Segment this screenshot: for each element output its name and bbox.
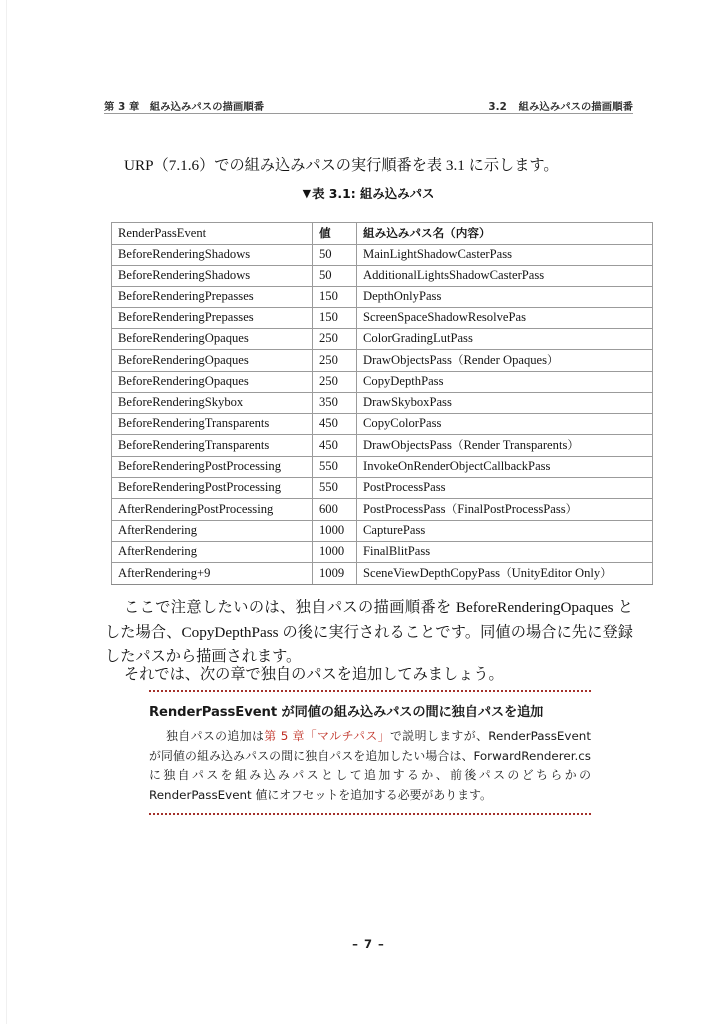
cell-value: 50 bbox=[313, 245, 357, 266]
callout-body-before-link: 独自パスの追加は bbox=[166, 729, 265, 743]
cell-pass-name: DepthOnlyPass bbox=[357, 287, 653, 308]
cell-value: 450 bbox=[313, 435, 357, 457]
table-row bbox=[112, 393, 653, 414]
builtin-pass-table bbox=[111, 222, 653, 585]
cell-render-pass-event: BeforeRenderingShadows bbox=[112, 266, 313, 287]
cell-pass-name: CopyColorPass bbox=[357, 414, 653, 435]
cell-pass-name: PostProcessPass（FinalPostProcessPass） bbox=[357, 499, 653, 521]
cell-pass-name: ColorGradingLutPass bbox=[357, 329, 653, 350]
table-head bbox=[112, 223, 653, 245]
cell-render-pass-event: BeforeRenderingSkybox bbox=[112, 393, 313, 414]
callout-body bbox=[149, 727, 591, 805]
cell-render-pass-event: BeforeRenderingPostProcessing bbox=[112, 478, 313, 499]
cell-value: 1009 bbox=[313, 563, 357, 585]
table-row bbox=[112, 521, 653, 542]
table-caption-text: 表 3.1: 組み込みパス bbox=[312, 186, 435, 201]
page-number: – 7 – bbox=[352, 937, 385, 951]
table-row bbox=[112, 308, 653, 329]
cell-render-pass-event: BeforeRenderingPostProcessing bbox=[112, 457, 313, 478]
page-sheet bbox=[7, 0, 723, 1024]
running-head-section-number: 3.2 bbox=[488, 101, 507, 113]
cell-render-pass-event: AfterRendering bbox=[112, 521, 313, 542]
cell-render-pass-event: BeforeRenderingTransparents bbox=[112, 414, 313, 435]
callout-title: RenderPassEvent が同値の組み込みパスの間に独自パスを追加 bbox=[149, 705, 544, 720]
cell-pass-name: DrawSkyboxPass bbox=[357, 393, 653, 414]
caption-triangle-icon: ▼ bbox=[302, 187, 312, 200]
cell-pass-name: CopyDepthPass bbox=[357, 372, 653, 393]
cell-value: 250 bbox=[313, 329, 357, 350]
table-row bbox=[112, 457, 653, 478]
table-row bbox=[112, 499, 653, 521]
table-row bbox=[112, 287, 653, 308]
cell-value: 1000 bbox=[313, 521, 357, 542]
cell-render-pass-event: BeforeRenderingOpaques bbox=[112, 372, 313, 393]
cell-render-pass-event: BeforeRenderingTransparents bbox=[112, 435, 313, 457]
cell-value: 250 bbox=[313, 372, 357, 393]
cell-render-pass-event: BeforeRenderingShadows bbox=[112, 245, 313, 266]
cell-pass-name: DrawObjectsPass（Render Transparents） bbox=[357, 435, 653, 457]
table-row bbox=[112, 435, 653, 457]
running-head bbox=[104, 98, 633, 113]
table-row bbox=[112, 350, 653, 372]
running-head-rule bbox=[104, 113, 633, 114]
cell-render-pass-event: AfterRenderingPostProcessing bbox=[112, 499, 313, 521]
cell-render-pass-event: AfterRendering+9 bbox=[112, 563, 313, 585]
cell-render-pass-event: BeforeRenderingOpaques bbox=[112, 350, 313, 372]
cell-render-pass-event: BeforeRenderingPrepasses bbox=[112, 287, 313, 308]
cell-pass-name: MainLightShadowCasterPass bbox=[357, 245, 653, 266]
cell-value: 600 bbox=[313, 499, 357, 521]
cell-pass-name: DrawObjectsPass（Render Opaques） bbox=[357, 350, 653, 372]
running-head-section bbox=[488, 98, 633, 113]
cell-value: 350 bbox=[313, 393, 357, 414]
cell-value: 550 bbox=[313, 478, 357, 499]
cell-value: 50 bbox=[313, 266, 357, 287]
table-body bbox=[112, 245, 653, 585]
table-row bbox=[112, 563, 653, 585]
cell-render-pass-event: BeforeRenderingPrepasses bbox=[112, 308, 313, 329]
cell-value: 550 bbox=[313, 457, 357, 478]
column-header-value: 値 bbox=[313, 223, 357, 245]
callout-box bbox=[149, 690, 591, 815]
intro-paragraph: URP（7.1.6）での組み込みパスの実行順番を表 3.1 に示します。 bbox=[124, 157, 559, 175]
table-row bbox=[112, 542, 653, 563]
column-header-event: RenderPassEvent bbox=[112, 223, 313, 245]
note-paragraph-1: ここで注意したいのは、独自パスの描画順番を BeforeRenderingOpaques とした場合、CopyDepthPass の後に実行されることです。同値の場合に先に登録したパスから描画されます。 bbox=[105, 599, 633, 666]
table-caption bbox=[104, 184, 633, 202]
cell-value: 150 bbox=[313, 287, 357, 308]
cell-value: 250 bbox=[313, 350, 357, 372]
cell-pass-name: InvokeOnRenderObjectCallbackPass bbox=[357, 457, 653, 478]
cell-pass-name: AdditionalLightsShadowCasterPass bbox=[357, 266, 653, 287]
cell-render-pass-event: BeforeRenderingOpaques bbox=[112, 329, 313, 350]
cell-value: 450 bbox=[313, 414, 357, 435]
running-head-chapter: 第 3 章 組み込みパスの描画順番 bbox=[104, 101, 265, 113]
cell-pass-name: CapturePass bbox=[357, 521, 653, 542]
chapter-5-reference-link[interactable]: 第 5 章「マルチパス」 bbox=[264, 729, 391, 743]
builtin-pass-table-wrapper bbox=[111, 222, 652, 585]
cell-pass-name: SceneViewDepthCopyPass（UnityEditor Only） bbox=[357, 563, 653, 585]
column-header-pass-name: 組み込みパス名（内容） bbox=[357, 223, 653, 245]
cell-value: 150 bbox=[313, 308, 357, 329]
cell-pass-name: FinalBlitPass bbox=[357, 542, 653, 563]
note-paragraph-2: それでは、次の章で独自のパスを追加してみましょう。 bbox=[124, 666, 504, 684]
table-row bbox=[112, 372, 653, 393]
cell-pass-name: PostProcessPass bbox=[357, 478, 653, 499]
cell-pass-name: ScreenSpaceShadowResolvePas bbox=[357, 308, 653, 329]
table-row bbox=[112, 478, 653, 499]
table-row bbox=[112, 266, 653, 287]
callout-body-after-link: で説明しますが、RenderPassEvent が同値の組み込みパスの間に独自パスを追加したい場合は、ForwardRenderer.cs に独自パスを組み込みパスとして追加するか、前後パスのどちらかの RenderPassEvent 値にオフセットを追加する必要があります。 bbox=[149, 729, 591, 802]
running-head-section-title: 組み込みパスの描画順番 bbox=[518, 101, 633, 113]
cell-render-pass-event: AfterRendering bbox=[112, 542, 313, 563]
table-row bbox=[112, 245, 653, 266]
cell-value: 1000 bbox=[313, 542, 357, 563]
table-header-row bbox=[112, 223, 653, 245]
table-row bbox=[112, 414, 653, 435]
table-row bbox=[112, 329, 653, 350]
